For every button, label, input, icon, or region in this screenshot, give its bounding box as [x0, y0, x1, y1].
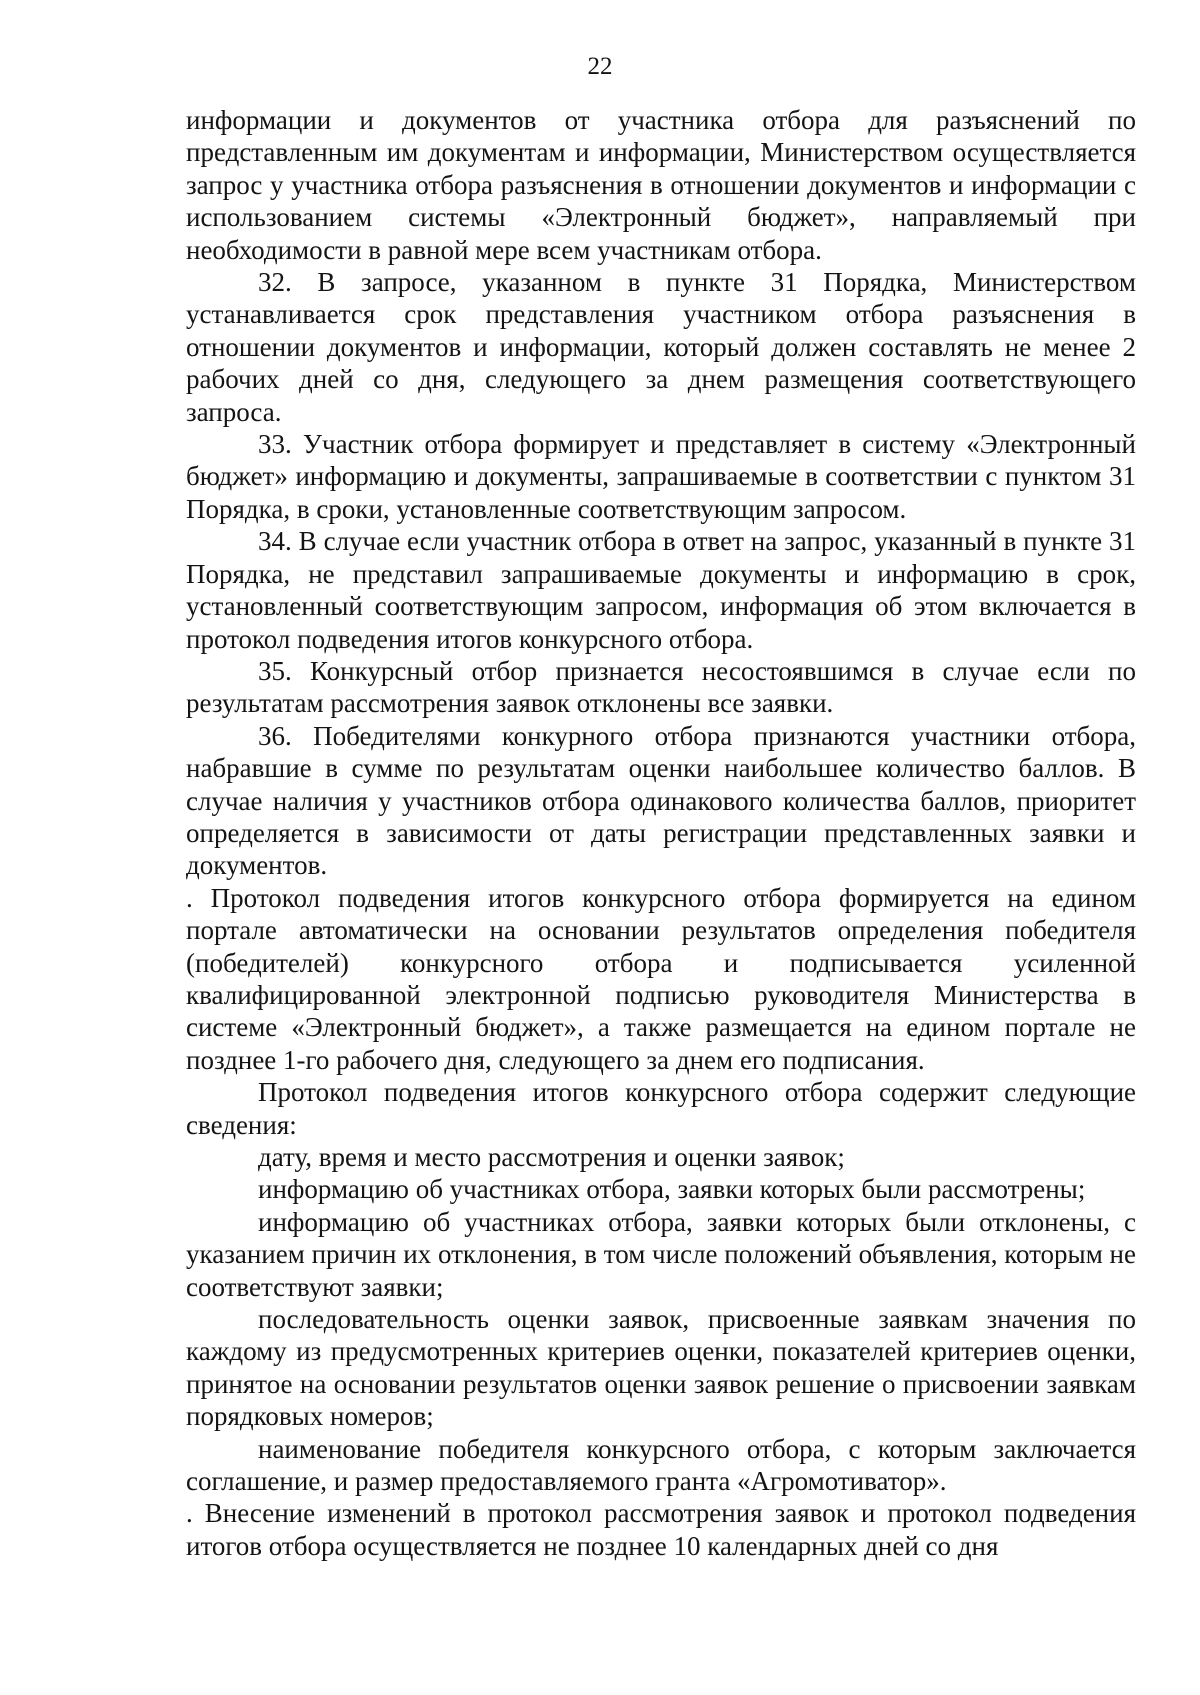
list-item-evaluation: последовательность оценки заявок, присвоенные заявкам значения по каждому из предусмотренных критериев оценки, показателей критериев оценки, принятое на основании результатов оценки заявок решение о присвоении заявкам порядковых номеров;	[186, 1304, 1136, 1432]
document-body	[186, 104, 1136, 1562]
page-number: 22	[587, 53, 613, 80]
paragraph-32: 32. В запросе, указанном в пункте 31 Порядка, Министерством устанавливается срок представления участником отбора разъяснения в отношении документов и информации, который должен составлять не менее 2 рабочих дней со дня, следующего за днем размещения соответствующего запроса.	[186, 267, 1136, 427]
list-item-rejected: информацию об участниках отбора, заявки которых были отклонены, с указанием причин их отклонения, в том числе положений объявления, которым не соответствуют заявки;	[186, 1206, 1136, 1302]
list-item-date: дату, время и место рассмотрения и оценки заявок;	[258, 1142, 845, 1172]
paragraph-33: 33. Участник отбора формирует и представляет в систему «Электронный бюджет» информацию и документы, запрашиваемые в соответствии с пунктом 31 Порядка, в сроки, установленные соответствующим запросом.	[186, 429, 1136, 524]
paragraph-35: 35. Конкурсный отбор признается несостоявшимся в случае если по результатам рассмотрения заявок отклонены все заявки.	[186, 655, 1136, 719]
paragraph-protocol-formation: . Протокол подведения итогов конкурсного отбора формируется на едином портале автоматически на основании результатов определения победителя (победителей) конкурсного отбора и подписывается усиленной квалифицированной электронной подписью руководителя Министерства в системе «Электронный бюджет», а также размещается на едином портале не позднее 1-го рабочего дня, следующего за днем его подписания.	[186, 882, 1136, 1075]
paragraph-34: 34. В случае если участник отбора в ответ на запрос, указанный в пункте 31 Порядка, не представил запрашиваемые документы и информацию в срок, установленный соответствующим запросом, информация об этом включается в протокол подведения итогов конкурсного отбора.	[186, 526, 1136, 654]
list-item-reviewed: информацию об участниках отбора, заявки которых были рассмотрены;	[258, 1174, 1086, 1205]
paragraph-protocol-contents: Протокол подведения итогов конкурсного отбора содержит следующие сведения:	[186, 1077, 1136, 1140]
paragraph-continuation: информации и документов от участника отбора для разъяснений по представленным им документам и информации, Министерством осуществляется запрос у участника отбора разъяснения в отношении документов и информации с использованием системы «Электронный бюджет», направляемый при необходимости в равной мере всем участникам отбора.	[186, 105, 1136, 265]
paragraph-amendments: . Внесение изменений в протокол рассмотрения заявок и протокол подведения итогов отбора осуществляется не позднее 10 календарных дней со дня	[186, 1498, 1136, 1561]
paragraph-36: 36. Победителями конкурного отбора признаются участники отбора, набравшие в сумме по результатам оценки наибольшее количество баллов. В случае наличия у участников отбора одинакового количества баллов, приоритет определяется в зависимости от даты регистрации представленных заявки и документов.	[186, 720, 1136, 881]
list-item-winner: наименование победителя конкурсного отбора, с которым заключается соглашение, и размер предоставляемого гранта «Агромотиватор».	[186, 1433, 1136, 1497]
